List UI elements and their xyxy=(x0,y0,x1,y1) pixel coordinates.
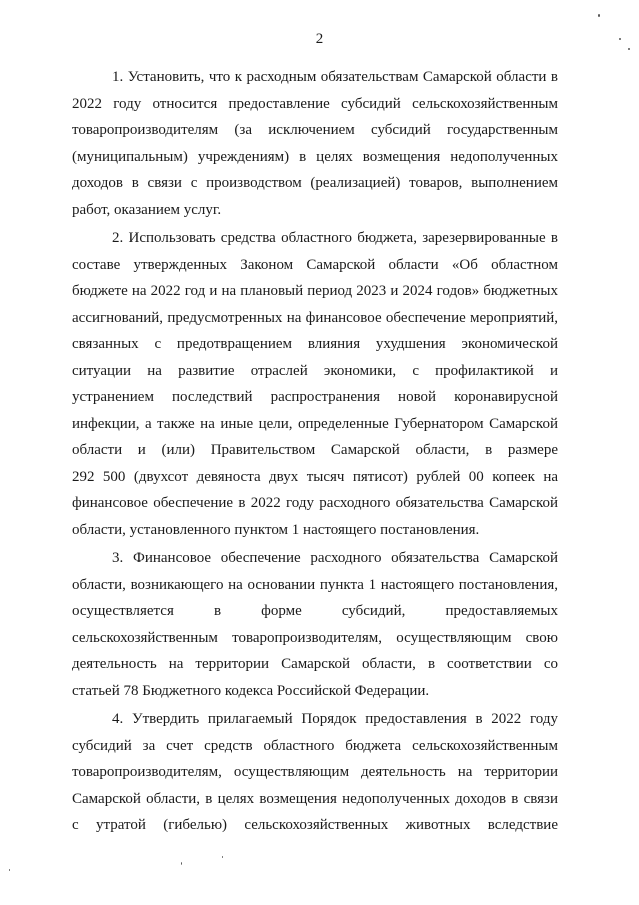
text-line: ситуации на развитие отраслей экономики, с профилактикой и xyxy=(72,362,558,379)
paragraph-2 xyxy=(72,225,558,543)
text-line: субсидий за счет средств областного бюджета сельскохозяйственным xyxy=(72,737,558,754)
text-line: финансовое обеспечение в 2022 году расходного обязательства Самарской xyxy=(72,495,558,511)
text-line: 2022 году относится предоставление субсидий сельскохозяйственным xyxy=(72,95,558,112)
text-line: бюджете на 2022 год и на плановый период 2023 и 2024 годов» бюджетных xyxy=(72,283,558,299)
text-line: товаропроизводителям (за исключением субсидий государственным xyxy=(72,122,558,138)
text-line: Самарской области, в целях возмещения недополученных доходов в связи xyxy=(72,790,558,807)
text-line: с утратой (гибелью) сельскохозяйственных животных вследствие xyxy=(72,817,558,833)
text-line: статьей 78 Бюджетного кодекса Российской Федерации. xyxy=(72,682,430,699)
scan-speck xyxy=(628,48,630,50)
text-line: области, возникающего на основании пункта 1 настоящего постановления, xyxy=(72,576,558,593)
text-line: деятельность на территории Самарской области, в соответствии со xyxy=(72,656,558,672)
text-line: инфекции, а также на иные цели, определенные Губернатором Самарской xyxy=(72,415,558,432)
text-line: устранением последствий распространения новой коронавирусной xyxy=(72,389,558,405)
scan-speck xyxy=(9,869,10,871)
scan-speck xyxy=(181,862,182,865)
scan-speck xyxy=(598,14,600,17)
scan-speck xyxy=(619,38,621,40)
paragraph-3 xyxy=(72,545,558,704)
text-line: области и (или) Правительством Самарской области, в размере xyxy=(72,442,558,458)
text-line: сельскохозяйственным товаропроизводителям, осуществляющим свою xyxy=(72,629,558,646)
text-line: составе утвержденных Законом Самарской области «Об областном xyxy=(72,256,558,273)
document-body xyxy=(72,64,558,839)
paragraph-4 xyxy=(72,706,558,839)
page-number: 2 xyxy=(315,31,324,47)
text-line: 4. Утвердить прилагаемый Порядок предоставления в 2022 году xyxy=(112,711,558,727)
text-line: (муниципальным) учреждениям) в целях возмещения недополученных xyxy=(72,148,558,165)
text-line: ассигнований, предусмотренных на финансовое обеспечение мероприятий, xyxy=(72,309,558,326)
text-line: 2. Использовать средства областного бюджета, зарезервированные в xyxy=(112,230,558,246)
text-line: доходов в связи с производством (реализацией) товаров, выполнением xyxy=(72,175,558,191)
text-line: области, установленного пунктом 1 настоящего постановления. xyxy=(72,521,480,538)
text-line: 292 500 (двухсот девяноста двух тысяч пятисот) рублей 00 копеек на xyxy=(72,468,558,485)
paragraph-1 xyxy=(72,64,558,223)
text-line: связанных с предотвращением влияния ухудшения экономической xyxy=(72,336,558,352)
text-line: товаропроизводителям, осуществляющим деятельность на территории xyxy=(72,764,558,780)
text-line: работ, оказанием услуг. xyxy=(72,201,222,218)
text-line: осуществляется в форме субсидий, предоставляемых xyxy=(72,603,558,619)
text-line: 3. Финансовое обеспечение расходного обязательства Самарской xyxy=(112,550,558,566)
text-line: 1. Установить, что к расходным обязательствам Самарской области в xyxy=(112,69,558,85)
scan-speck xyxy=(222,856,223,858)
